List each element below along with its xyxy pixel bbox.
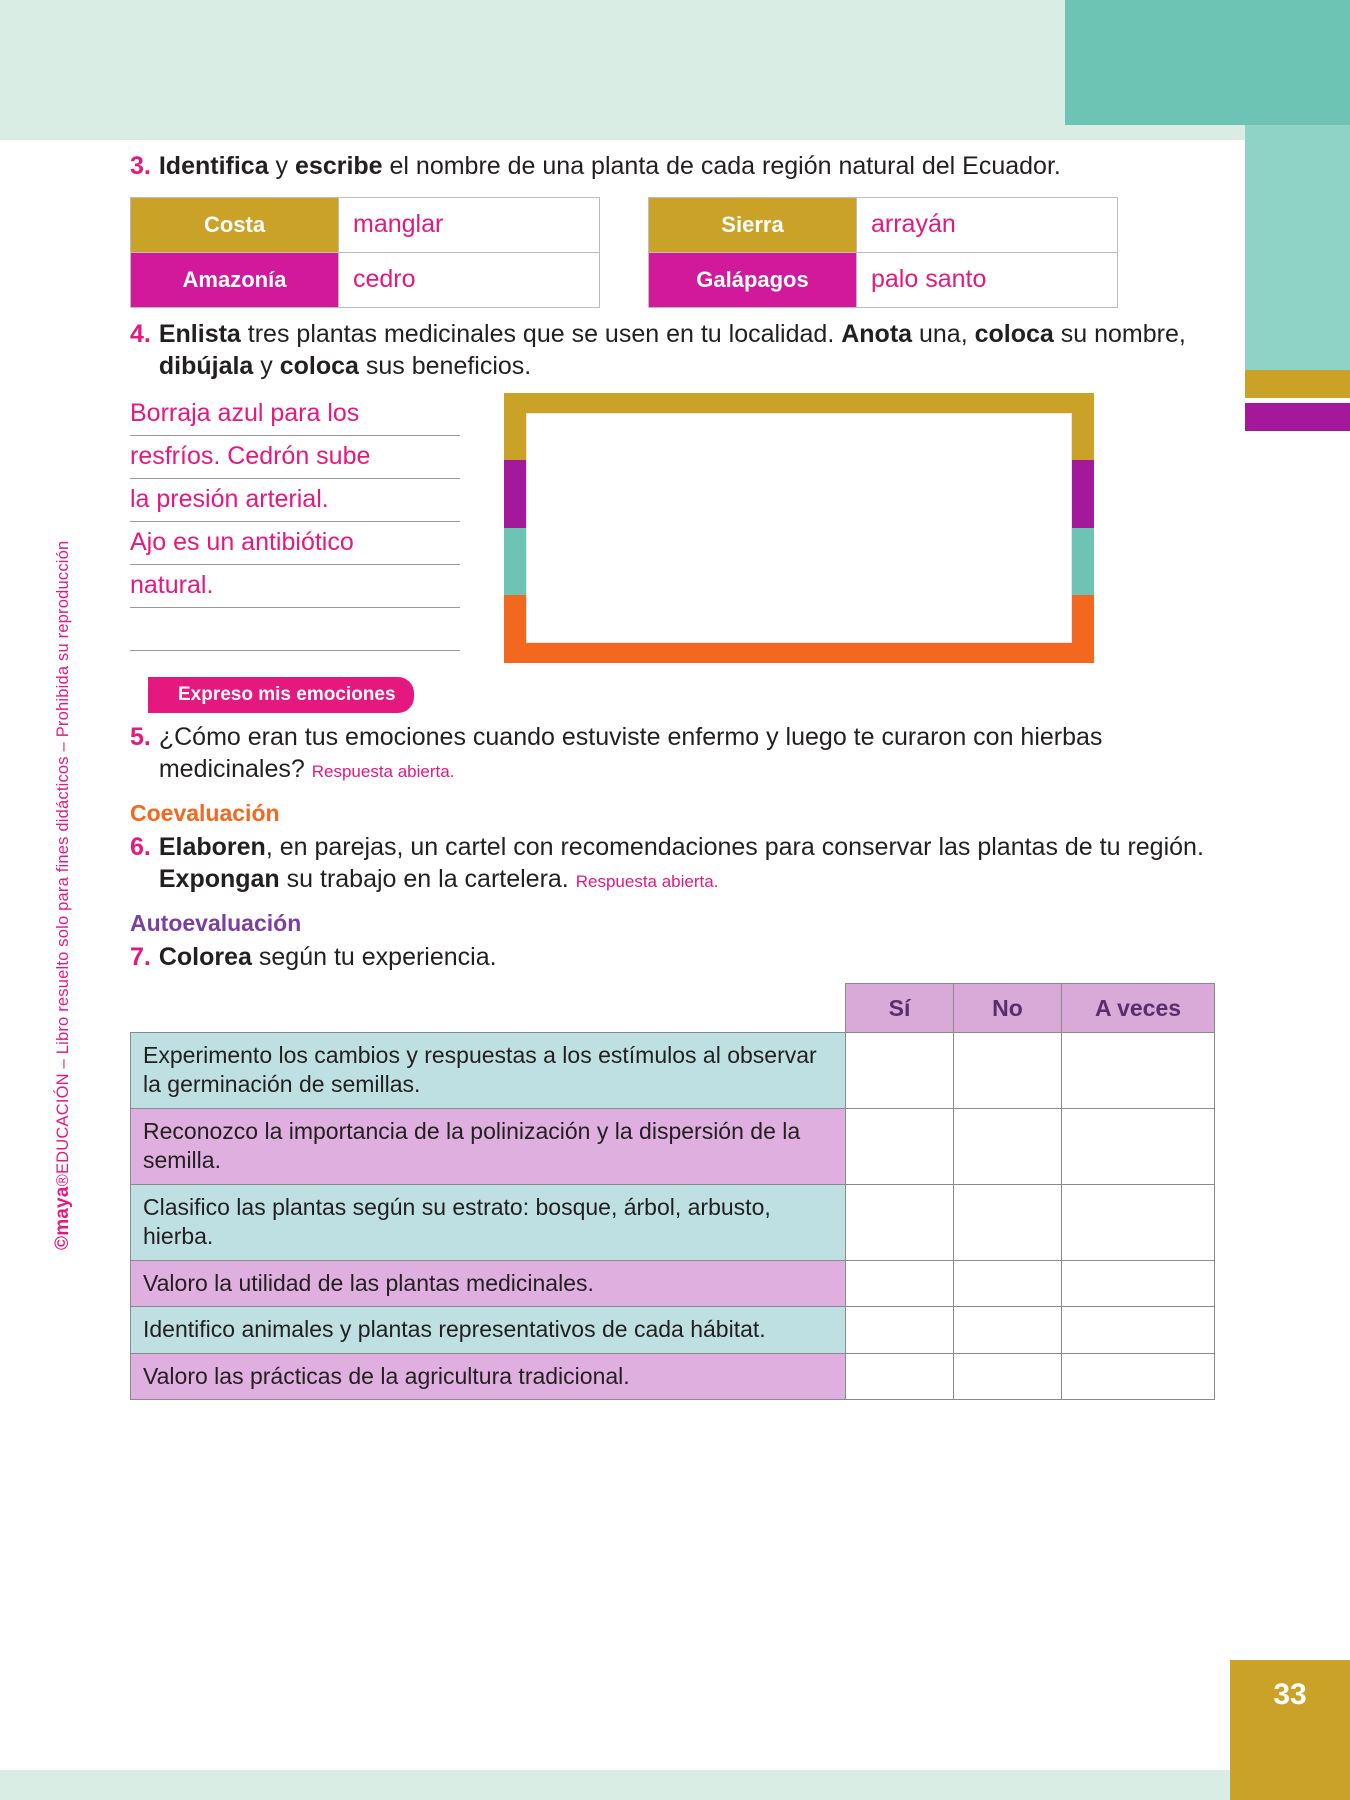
statement: Valoro las prácticas de la agricultura tradicional. [131, 1353, 846, 1399]
table-row [131, 252, 600, 307]
question-4-number: 4. [130, 319, 151, 348]
right-teal-block [1245, 125, 1350, 370]
question-5-text [159, 721, 1230, 786]
question-4-text: Enlista tres plantas medicinales que se usen en tu localidad. Anota una, coloca su nombre, dibújala y coloca sus beneficios. [158, 319, 1186, 380]
cell-no[interactable] [954, 1353, 1062, 1399]
question-4-answer-area [130, 393, 1230, 663]
region-label-galapagos: Galápagos [649, 252, 857, 307]
page-number: 33 [1230, 1660, 1350, 1800]
question-3-number: 3. [130, 152, 151, 180]
brand-label: ©maya [52, 1186, 73, 1250]
frame-right-border [1072, 393, 1094, 663]
answer-line[interactable]: la presión arterial. [130, 479, 460, 522]
right-gold-bar [1245, 370, 1350, 398]
cell-si[interactable] [846, 1108, 954, 1184]
self-evaluation-table [130, 983, 1215, 1400]
cell-a-veces[interactable] [1062, 1184, 1215, 1260]
cell-no[interactable] [954, 1108, 1062, 1184]
header-a-veces: A veces [1062, 984, 1215, 1033]
region-label-sierra: Sierra [649, 197, 857, 252]
statement: Clasifico las plantas según su estrato: bosque, árbol, arbusto, hierba. [131, 1184, 846, 1260]
cell-a-veces[interactable] [1062, 1108, 1215, 1184]
top-teal-block [1065, 0, 1350, 125]
question-5 [130, 721, 1230, 786]
statement: Reconozco la importancia de la polinización y la dispersión de la semilla. [131, 1108, 846, 1184]
statement: Experimento los cambios y respuestas a los estímulos al observar la germinación de semillas. [131, 1033, 846, 1109]
cell-si[interactable] [846, 1353, 954, 1399]
table-row [131, 1307, 1215, 1353]
question-5-answer: Respuesta abierta. [311, 762, 455, 781]
frame-left-border [504, 393, 526, 663]
answer-line[interactable] [130, 608, 460, 651]
table-row [131, 197, 600, 252]
question-6-number: 6. [130, 832, 151, 861]
region-label-amazonia: Amazonía [131, 252, 339, 307]
region-answer-costa[interactable]: manglar [339, 197, 600, 252]
answer-lines [130, 393, 460, 663]
cell-a-veces[interactable] [1062, 1307, 1215, 1353]
question-3-text: Identifica y escribe el nombre de una planta de cada región natural del Ecuador. [158, 152, 1061, 180]
bottom-white-block [0, 1660, 1230, 1770]
answer-line[interactable]: Ajo es un antibiótico [130, 522, 460, 565]
cell-no[interactable] [954, 1184, 1062, 1260]
question-5-number: 5. [130, 722, 151, 751]
question-7 [130, 941, 1230, 974]
cell-no[interactable] [954, 1260, 1062, 1306]
sidebar-credit [52, 490, 74, 1250]
emotion-badge: Expreso mis emociones [148, 677, 414, 713]
header-si: Sí [846, 984, 954, 1033]
right-purple-bar [1245, 403, 1350, 431]
table-row [131, 1184, 1215, 1260]
region-label-costa: Costa [131, 197, 339, 252]
question-4 [130, 318, 1230, 383]
question-6-text [159, 831, 1230, 896]
section-title-coevaluacion: Coevaluación [130, 799, 280, 826]
question-6-body: Elaboren, en parejas, un cartel con recomendaciones para conservar las plantas de tu región. Expongan su trabajo en la cartelera. [158, 832, 1204, 893]
answer-line[interactable]: Borraja azul para los [130, 393, 460, 436]
question-3 [130, 150, 1230, 183]
question-7-number: 7. [130, 942, 151, 971]
cell-a-veces[interactable] [1062, 1353, 1215, 1399]
drawing-frame[interactable] [504, 393, 1094, 663]
question-7-text: Colorea según tu experiencia. [158, 942, 497, 971]
frame-bottom-border [504, 643, 1094, 663]
cell-a-veces[interactable] [1062, 1033, 1215, 1109]
region-answer-amazonia[interactable]: cedro [339, 252, 600, 307]
cell-si[interactable] [846, 1307, 954, 1353]
section-title-autoevaluacion: Autoevaluación [130, 909, 302, 936]
cell-si[interactable] [846, 1184, 954, 1260]
region-answer-sierra[interactable]: arrayán [857, 197, 1118, 252]
cell-no[interactable] [954, 1033, 1062, 1109]
table-row [131, 1260, 1215, 1306]
table-row [649, 252, 1118, 307]
answer-line[interactable]: natural. [130, 565, 460, 608]
cell-no[interactable] [954, 1307, 1062, 1353]
statement: Identifico animales y plantas representativos de cada hábitat. [131, 1307, 846, 1353]
header-no: No [954, 984, 1062, 1033]
sidebar-credit-text: ®EDUCACIÓN – Libro resuelto solo para fines didácticos – Prohibida su reproducción [54, 540, 72, 1187]
cell-a-veces[interactable] [1062, 1260, 1215, 1306]
worksheet-content [130, 150, 1230, 1400]
cell-si[interactable] [846, 1033, 954, 1109]
left-white-margin [0, 140, 100, 1660]
question-6 [130, 831, 1230, 896]
region-answer-galapagos[interactable]: palo santo [857, 252, 1118, 307]
question-5-body: ¿Cómo eran tus emociones cuando estuviste enfermo y luego te curaron con hierbas medicinales? [158, 722, 1103, 783]
statement: Valoro la utilidad de las plantas medicinales. [131, 1260, 846, 1306]
frame-top-border [504, 393, 1094, 413]
table-header-row [131, 984, 1215, 1033]
table-row [649, 197, 1118, 252]
cell-si[interactable] [846, 1260, 954, 1306]
region-table-right [648, 197, 1118, 308]
table-row [131, 1353, 1215, 1399]
question-6-answer: Respuesta abierta. [575, 872, 719, 891]
answer-line[interactable]: resfríos. Cedrón sube [130, 436, 460, 479]
region-tables [130, 197, 1230, 308]
table-row [131, 1033, 1215, 1109]
drawing-area[interactable] [526, 413, 1072, 643]
region-table-left [130, 197, 600, 308]
header-spacer [131, 984, 846, 1033]
table-row [131, 1108, 1215, 1184]
